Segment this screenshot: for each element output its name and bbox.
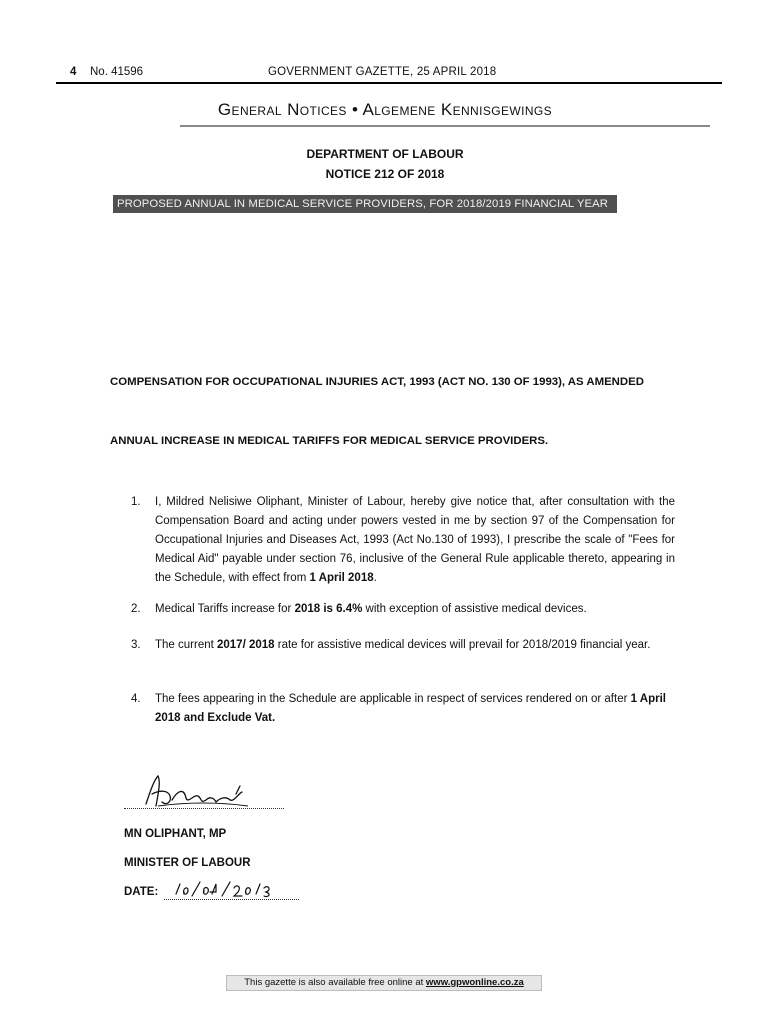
paragraph-number: 1. [131, 496, 141, 508]
notice-banner: PROPOSED ANNUAL IN MEDICAL SERVICE PROVIDERS, FOR 2018/2019 FINANCIAL YEAR [113, 195, 617, 213]
page-number: 4 [70, 66, 77, 78]
signatory-title: MINISTER OF LABOUR [124, 857, 251, 869]
footer-link[interactable]: www.gpwonline.co.za [425, 977, 524, 988]
section-title: General Notices • Algemene Kennisgewings [217, 100, 553, 119]
paragraph-text: I, Mildred Nelisiwe Oliphant, Minister of Labour, hereby give notice that, after consultation with the Compensation Board and acting under powers vested in me by section 97 of the Compensation for Occupational Injuries and Diseases Act, 1993 (Act No.130 of 1993), I prescribe the scale of "Fees for Medical Aid" payable under section 76, inclusive of the General Rule applicable thereto, appearing in the Schedule, with effect from 1 April 2018. [155, 496, 675, 584]
footer-banner [226, 975, 542, 991]
paragraph-text: The fees appearing in the Schedule are applicable in respect of services rendered on or after 1 April 2018 and Exclude Vat. [155, 693, 666, 724]
notice-number: NOTICE 212 OF 2018 [325, 167, 445, 181]
department-heading: DEPARTMENT OF LABOUR [306, 147, 464, 161]
section-divider [180, 125, 710, 127]
paragraph-number: 3. [131, 639, 141, 651]
paragraph-text: The current 2017/ 2018 rate for assistive medical devices will prevail for 2018/2019 financial year. [155, 639, 651, 651]
handwritten-date [172, 878, 302, 900]
signature-line [124, 808, 284, 809]
gazette-title: GOVERNMENT GAZETTE, 25 APRIL 2018 [268, 66, 497, 78]
paragraph-number: 2. [131, 603, 141, 615]
notice-subject: ANNUAL INCREASE IN MEDICAL TARIFFS FOR MEDICAL SERVICE PROVIDERS. [110, 435, 549, 447]
gazette-header [0, 62, 770, 82]
paragraph-number: 4. [131, 693, 141, 705]
act-title: COMPENSATION FOR OCCUPATIONAL INJURIES ACT, 1993 (ACT NO. 130 OF 1993), AS AMENDED [110, 376, 644, 388]
gazette-number: No. 41596 [90, 66, 144, 78]
date-label: DATE: [124, 886, 159, 898]
footer-text: This gazette is also available free online at [244, 977, 426, 988]
paragraph-text: Medical Tariffs increase for 2018 is 6.4% with exception of assistive medical devices. [155, 603, 587, 615]
date-line [164, 899, 299, 900]
signatory-name: MN OLIPHANT, MP [124, 828, 227, 840]
header-divider [56, 82, 722, 84]
handwritten-signature [128, 772, 288, 812]
